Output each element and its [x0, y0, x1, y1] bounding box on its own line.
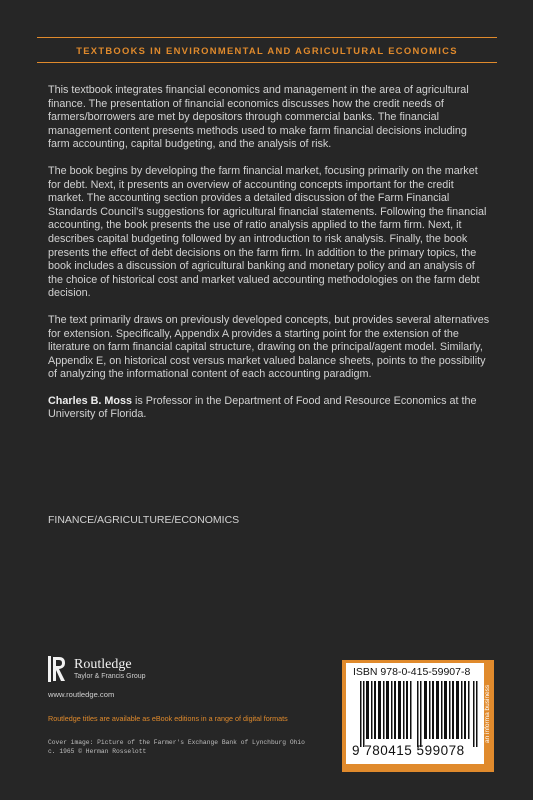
publisher-name: Routledge [74, 657, 132, 672]
blurb-paragraph: The book begins by developing the farm financial market, focusing primarily on the market for debt. Next, it presents an overview of accounting concepts important for the credit market. The accounting section provides a detailed discussion of the Farm Financial Standards Council's suggestions for agricultural financial statements. Following the financial accounting, the book presents the use of ratio analysis applied to the farm firm. Next, it describes capital budgeting followed by an introduction to risk analysis. Finally, the book presents the effect of debt decisions on the farm firm. In addition to the primary topics, the book includes a discussion of agricultural banking and monetary policy and an analysis of the choice of historical cost and market valued accounting methodologies on the farm debt decision. [48, 164, 487, 300]
author-bio-text: is Professor in the Department of Food and Resource Economics at the University of Florida. [48, 394, 477, 421]
publisher-group: Taylor & Francis Group [74, 673, 146, 680]
blurb-paragraph: This textbook integrates financial economics and management in the area of agricultural finance. The presentation of financial economics discusses how the credit needs of farmers/borrowers are met by depositors through commercial banks. The financial management content presents methods used to make farm financial decisions including farm accounting, capital budgeting, and the analysis of risk. [48, 84, 469, 151]
series-band [37, 37, 497, 63]
ebook-note: Routledge titles are available as eBook editions in a range of digital formats [48, 714, 288, 723]
barcode-digits: 9 780415 599078 [352, 743, 465, 758]
author-bio [48, 395, 490, 422]
isbn-box [342, 660, 494, 772]
author-name: Charles B. Moss [48, 394, 133, 407]
cover-image-credit: Cover image: Picture of the Farmer's Exchange Bank of Lynchburg Ohio c. 1965 © Herman Rosselott [48, 739, 305, 755]
publisher-logo [48, 656, 146, 682]
blurb-paragraph: The text primarily draws on previously developed concepts, but provides several alternatives for extension. Specifically, Appendix A provides a starting point for the extension of the literature on farm financial capital structure, drawing on the principal/agent model. Similarly, Appendix E, on historical cost versus market valued balance sheets, points to the possibility of analyzing the informational content of each accounting paradigm. [48, 313, 490, 381]
barcode-panel [346, 663, 484, 764]
informa-business-tagline: an informa business [484, 684, 491, 744]
back-cover-blurb [48, 84, 490, 435]
routledge-logo-icon [48, 656, 68, 682]
series-title: TEXTBOOKS IN ENVIRONMENTAL AND AGRICULTURAL ECONOMICS [76, 44, 458, 56]
publisher-website: www.routledge.com [48, 690, 115, 699]
isbn-label: ISBN 978-0-415-59907-8 [353, 666, 471, 678]
subject-categories: FINANCE/AGRICULTURE/ECONOMICS [48, 514, 240, 526]
barcode-icon [360, 681, 480, 747]
